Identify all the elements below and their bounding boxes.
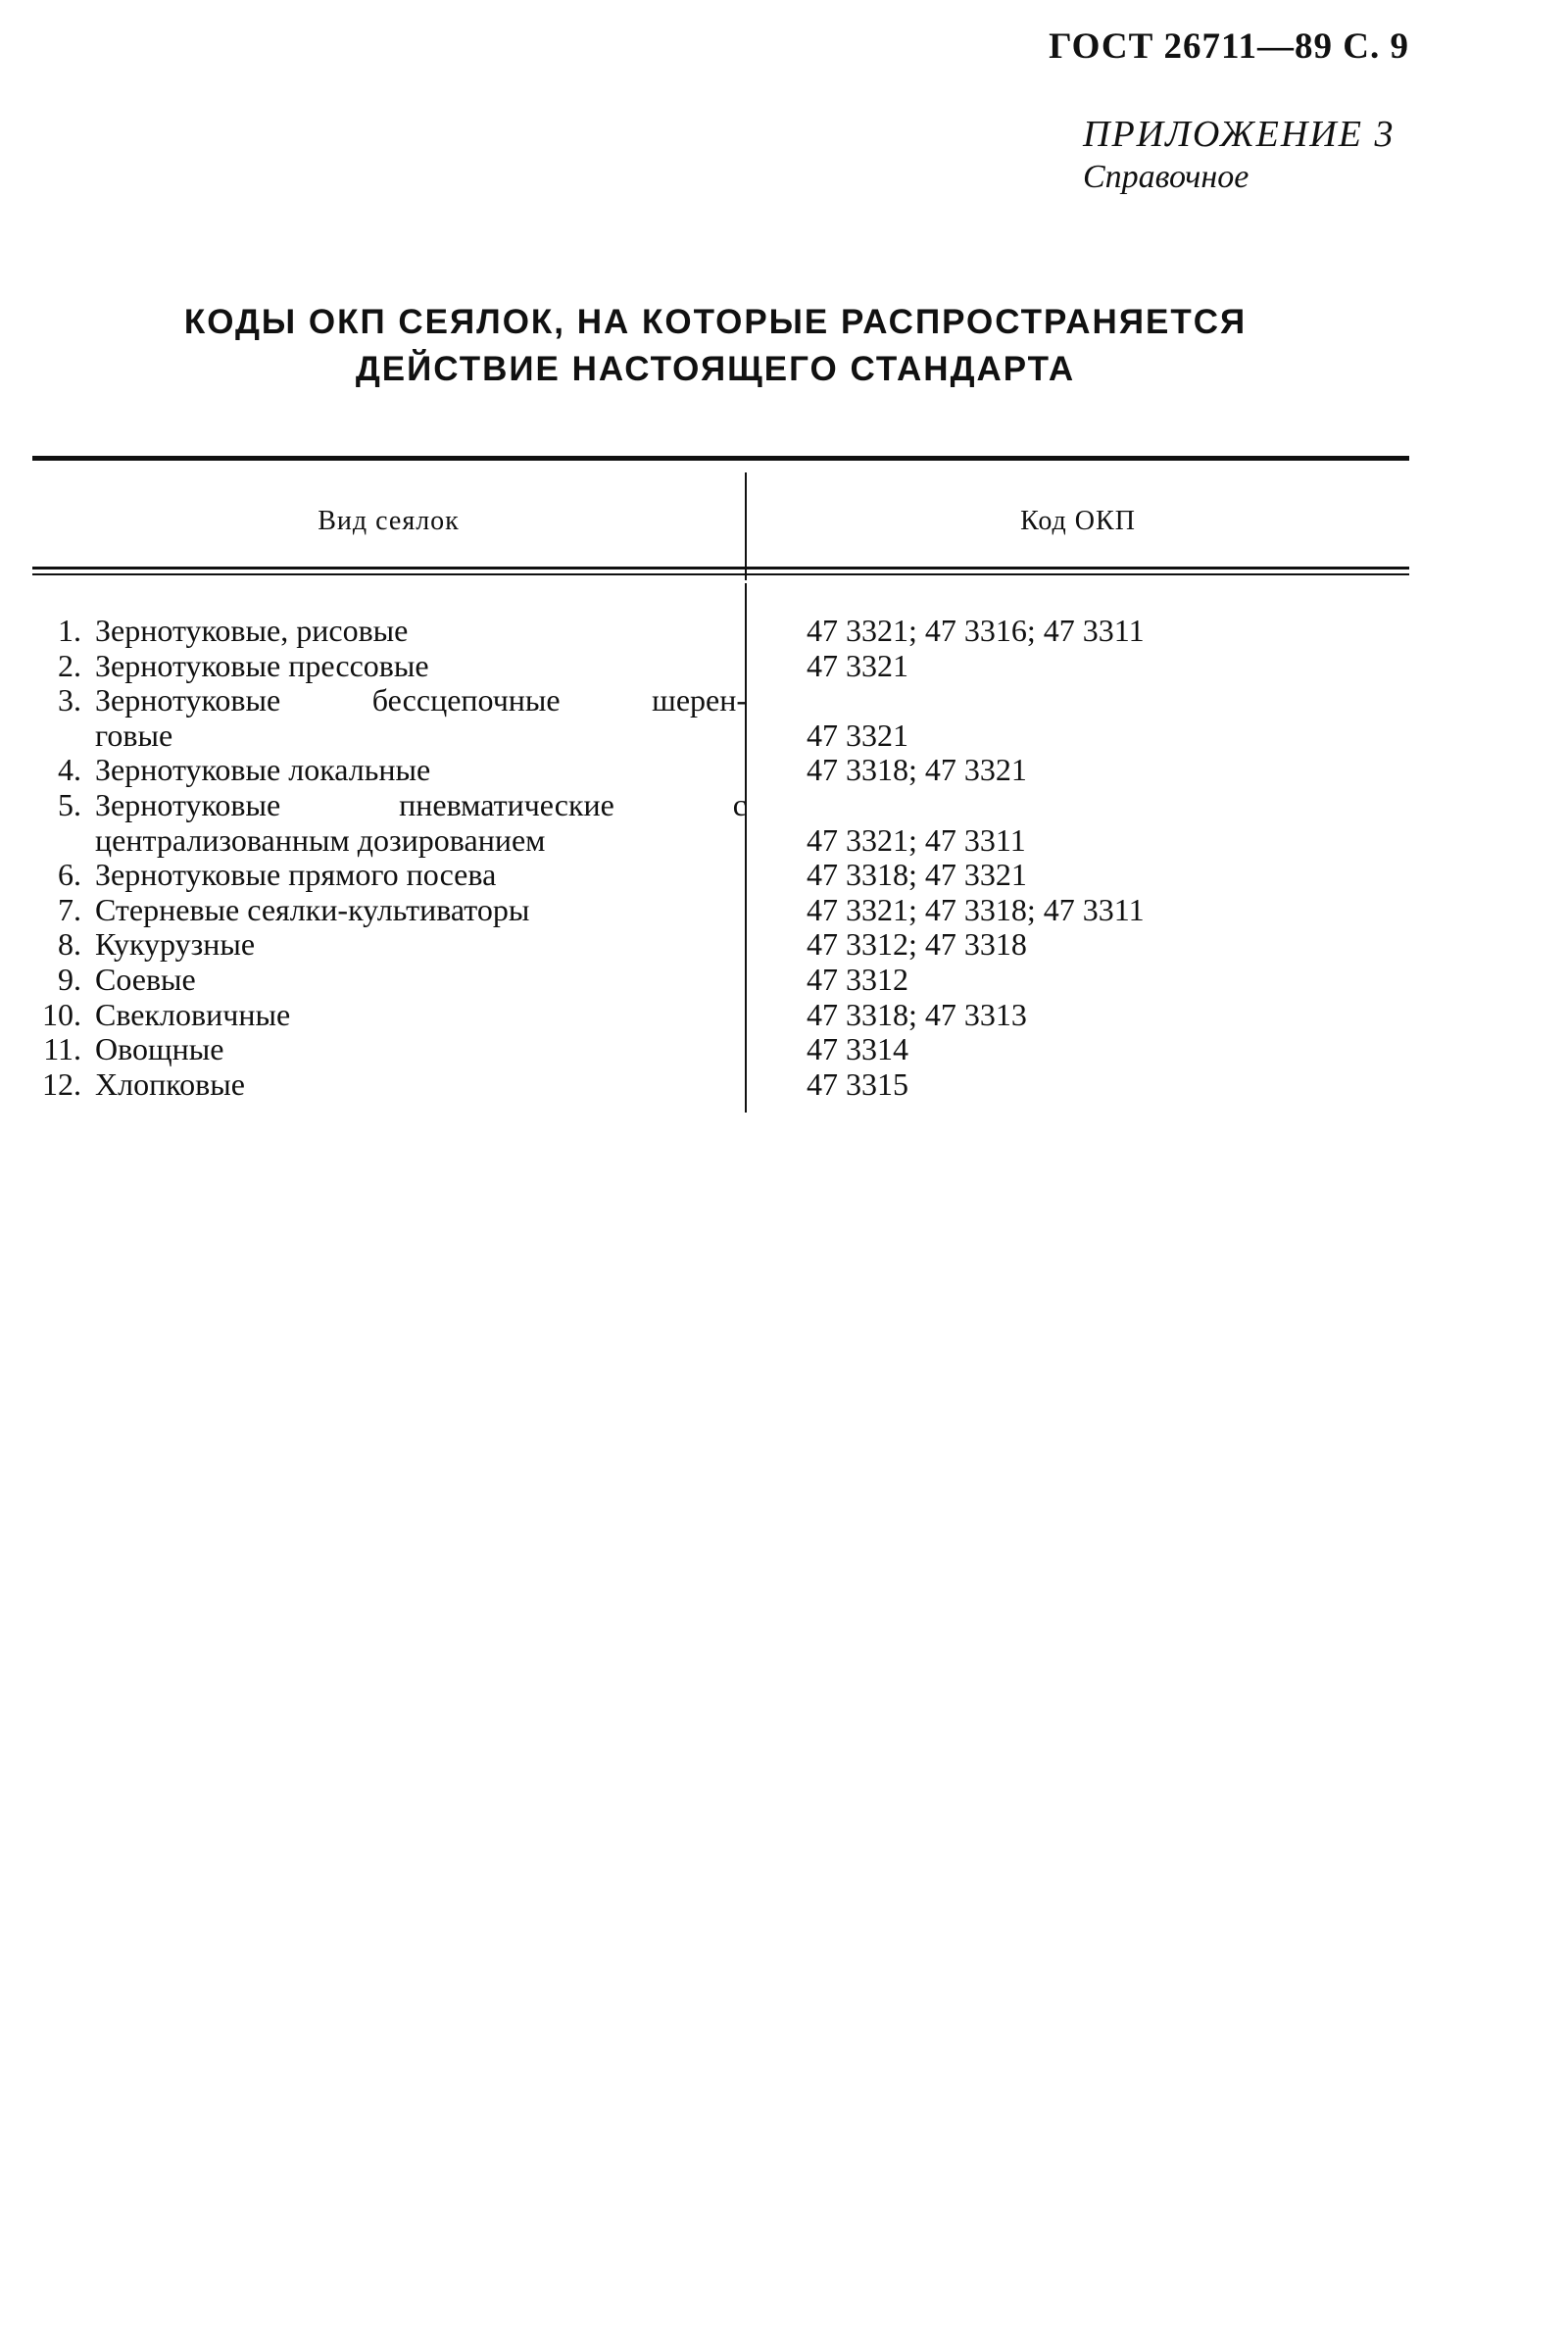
- table-row: [32, 858, 1409, 893]
- row-number: 9.: [58, 961, 81, 997]
- okp-code: 47 3314: [807, 1031, 908, 1067]
- table-row: [32, 788, 1409, 858]
- okp-code: 47 3318; 47 3321: [807, 857, 1027, 893]
- seeder-type-name: [95, 753, 747, 788]
- table-row: [32, 893, 1409, 928]
- document-title: [0, 299, 1431, 393]
- table-header-rule-secondary: [32, 573, 1409, 575]
- seeder-type-name-line: Соевые: [95, 961, 196, 997]
- appendix-label: ПРИЛОЖЕНИЕ 3: [1083, 114, 1396, 155]
- table-row: [32, 1032, 1409, 1067]
- seeder-type-name-line: Зернотуковые прямого посева: [95, 857, 497, 893]
- okp-code: 47 3321: [807, 647, 908, 683]
- table-row: [32, 963, 1409, 998]
- page-header-standard: ГОСТ 26711—89 С. 9: [1049, 26, 1409, 67]
- table-row: [32, 753, 1409, 788]
- seeder-type-name-line: Зернотуковые пневматические с: [95, 786, 747, 822]
- seeder-type-name: [95, 1032, 747, 1067]
- okp-code: 47 3321; 47 3311: [807, 821, 1026, 858]
- row-number: 11.: [43, 1031, 81, 1067]
- seeder-type-name-line: Свекловичные: [95, 996, 291, 1032]
- column-header-seeder-type: Вид сеялок: [318, 506, 460, 536]
- seeder-type-name-line: Хлопковые: [95, 1065, 245, 1102]
- okp-code: 47 3321; 47 3318; 47 3311: [807, 891, 1145, 927]
- table-row: [32, 649, 1409, 684]
- table-row: [32, 1067, 1409, 1103]
- okp-code: 47 3312: [807, 961, 908, 997]
- seeder-type-name-line: Кукурузные: [95, 926, 256, 963]
- table-top-rule: [32, 456, 1409, 461]
- table-row: [32, 998, 1409, 1033]
- seeder-type-name: [95, 893, 747, 928]
- table-row: [32, 683, 1409, 753]
- seeder-type-name: [95, 927, 747, 963]
- okp-code: 47 3318; 47 3313: [807, 996, 1027, 1032]
- seeder-type-name: [95, 788, 747, 858]
- row-number: 6.: [58, 857, 81, 893]
- seeder-type-name-line: говые: [95, 717, 173, 753]
- row-number: 5.: [58, 786, 81, 822]
- appendix-type: Справочное: [1083, 159, 1250, 195]
- table-row: [32, 927, 1409, 963]
- seeder-type-name: [95, 614, 747, 649]
- seeder-type-name-line: централизованным дозированием: [95, 821, 546, 858]
- okp-code: 47 3315: [807, 1065, 908, 1102]
- seeder-type-name: [95, 963, 747, 998]
- okp-code: 47 3321: [807, 717, 908, 753]
- row-number: 1.: [58, 613, 81, 648]
- table-header-rule: [32, 567, 1409, 570]
- row-number: 8.: [58, 926, 81, 963]
- okp-code: 47 3312; 47 3318: [807, 926, 1027, 963]
- seeder-type-name-line: Зернотуковые локальные: [95, 752, 431, 788]
- seeder-type-name-line: Овощные: [95, 1031, 224, 1067]
- seeder-type-name: [95, 649, 747, 684]
- seeder-type-name-line: Зернотуковые, рисовые: [95, 613, 409, 648]
- seeder-type-name-line: Стерневые сеялки-культиваторы: [95, 891, 530, 927]
- row-number: 7.: [58, 891, 81, 927]
- seeder-type-name: [95, 1067, 747, 1103]
- okp-code: 47 3321; 47 3316; 47 3311: [807, 613, 1145, 648]
- column-header-okp-code: Код ОКП: [1020, 506, 1136, 536]
- row-number: 12.: [42, 1065, 81, 1102]
- seeder-type-name: [95, 683, 747, 753]
- document-title-line-2: ДЕЙСТВИЕ НАСТОЯЩЕГО СТАНДАРТА: [355, 350, 1076, 388]
- seeder-type-name-line: Зернотуковые прессовые: [95, 647, 429, 683]
- row-number: 2.: [58, 647, 81, 683]
- okp-code: 47 3318; 47 3321: [807, 752, 1027, 788]
- seeder-type-name: [95, 998, 747, 1033]
- seeder-type-name-line: Зернотуковые бессцепочные шерен-: [95, 682, 747, 718]
- document-title-line-1: КОДЫ ОКП СЕЯЛОК, НА КОТОРЫЕ РАСПРОСТРАНЯЕТСЯ: [183, 303, 1248, 341]
- okp-codes-table: [32, 451, 1409, 1117]
- table-row: [32, 614, 1409, 649]
- row-number: 10.: [42, 996, 81, 1032]
- row-number: 4.: [58, 752, 81, 788]
- seeder-type-name: [95, 858, 747, 893]
- row-number: 3.: [58, 682, 81, 718]
- table-body: [32, 614, 1409, 1102]
